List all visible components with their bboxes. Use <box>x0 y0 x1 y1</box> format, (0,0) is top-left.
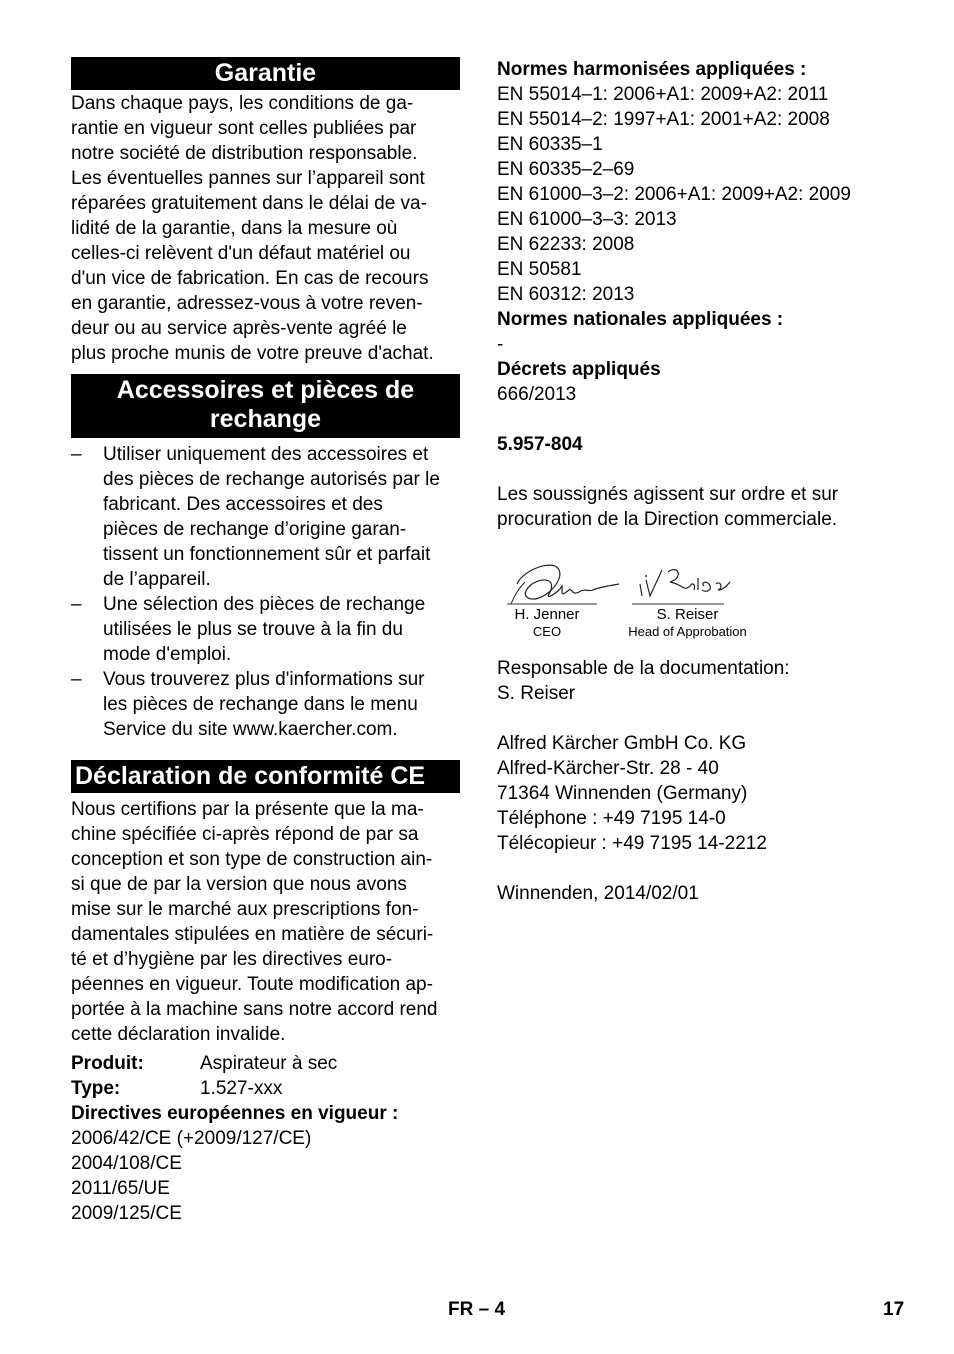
decrets-value: 666/2013 <box>497 384 577 405</box>
page-number: 17 <box>883 1299 905 1320</box>
accessoires-heading: Accessoires et pièces de rechange <box>71 374 460 438</box>
left-column <box>71 57 460 1226</box>
list-item: – Vous trouverez plus d'informations sur les pièces de rechange dans le menu Service du site www.kaercher.com. <box>71 667 460 742</box>
produit-row: Produit: Aspirateur à sec <box>71 1053 338 1074</box>
soussignes-text: Les soussignés agissent sur ordre et sur procuration de la Direction commerciale. <box>497 484 839 530</box>
accessoires-list <box>71 442 460 742</box>
list-item: – Une sélection des pièces de rechange utilisées le plus se trouve à la fin du mode d'emploi. <box>71 592 460 667</box>
declaration-heading: Déclaration de conformité CE <box>71 760 460 793</box>
place-date: Winnenden, 2014/02/01 <box>497 883 699 904</box>
declaration-text: Nous certifions par la présente que la ma- chine spécifiée ci-après répond de par sa conception et son type de construction ain- si que de par la version que nous avons mise sur le marché aux prescriptions fon- damentales stipulées en matière de sécuri- té et d’hygiène par les directives euro- péennes en vigueur. Toute modification ap- portée à la machine sans notre accord rend cette déclaration invalide. <box>71 799 438 1045</box>
signatures <box>497 554 897 644</box>
footer-section: FR – 4 <box>448 1299 506 1320</box>
directives-label: Directives européennes en vigueur : <box>71 1103 399 1124</box>
part-number: 5.957-804 <box>497 434 583 455</box>
company-address: Alfred Kärcher GmbH Co. KG Alfred-Kärcher-Str. 28 - 40 71364 Winnenden (Germany) Téléphone : +49 7195 14-0 Télécopieur : +49 7195 14-2212 <box>497 733 767 854</box>
list-item: – Utiliser uniquement des accessoires et des pièces de rechange autorisés par le fabricant. Des accessoires et des pièces de rechange d’origine garan- tissent un fonctionnement sûr et parfait de l’appareil. <box>71 442 460 592</box>
normes-nationales-label: Normes nationales appliquées : <box>497 309 784 330</box>
signer-reiser: S. Reiser Head of Approbation <box>628 606 747 639</box>
garantie-text: Dans chaque pays, les conditions de ga- rantie en vigueur sont celles publiées par notre société de distribution responsable. Les éventuelles pannes sur l’appareil sont réparées gratuitement dans le délai de va- lidité de la garantie, dans la mesure où celles-ci relèvent d'un défaut matériel ou d'un vice de fabrication. En cas de recours en garantie, adressez-vous à votre reven- deur ou au service après-vente agréé le plus proche munis de votre preuve d'achat. <box>71 93 434 364</box>
signer-jenner: H. Jenner CEO <box>514 606 580 639</box>
garantie-heading: Garantie <box>71 57 460 90</box>
right-column: Normes harmonisées appliquées : EN 55014–1: 2006+A1: 2009+A2: 2011 EN 55014–2: 1997+A1: 2001+A2: 2008 EN 60335–1 EN 60335–2–69 EN 61000–3–2: 2006+A1: 2009+A2: 2009 EN 61000–3–3: 2013 EN 62233: 2008 EN 50581 EN 60312: 2013 Normes nationales appliquées : - Décrets appliqués 666/2013 5.957-804 Les soussignés agissent sur ordre et sur procuration de la Direction commerciale. H. Jenner CEO S. Reiser Head of Approbation Responsable de la documentation: S. Reiser Alfred Kärcher GmbH Co. KG Alfred-Kärcher-Str. 28 - 40 71364 Winnenden (Germany) Téléphone : +49 7195 14-0 Télécopieur : +49 7195 14-2212 Winnenden, 2014/02/01 <box>497 57 897 906</box>
product-info: Produit: Aspirateur à sec Type: 1.527-xxx Directives européennes en vigueur : 2006/42/CE (+2009/127/CE) 2004/108/CE 2011/65/UE 2009/125/CE <box>71 1051 460 1226</box>
normes-harmonisees-label: Normes harmonisées appliquées : <box>497 59 807 80</box>
normes-nationales-value: - <box>497 334 504 355</box>
documentation-responsible: Responsable de la documentation: S. Reiser <box>497 658 790 704</box>
type-row: Type: 1.527-xxx <box>71 1078 283 1099</box>
decrets-label: Décrets appliqués <box>497 359 661 380</box>
